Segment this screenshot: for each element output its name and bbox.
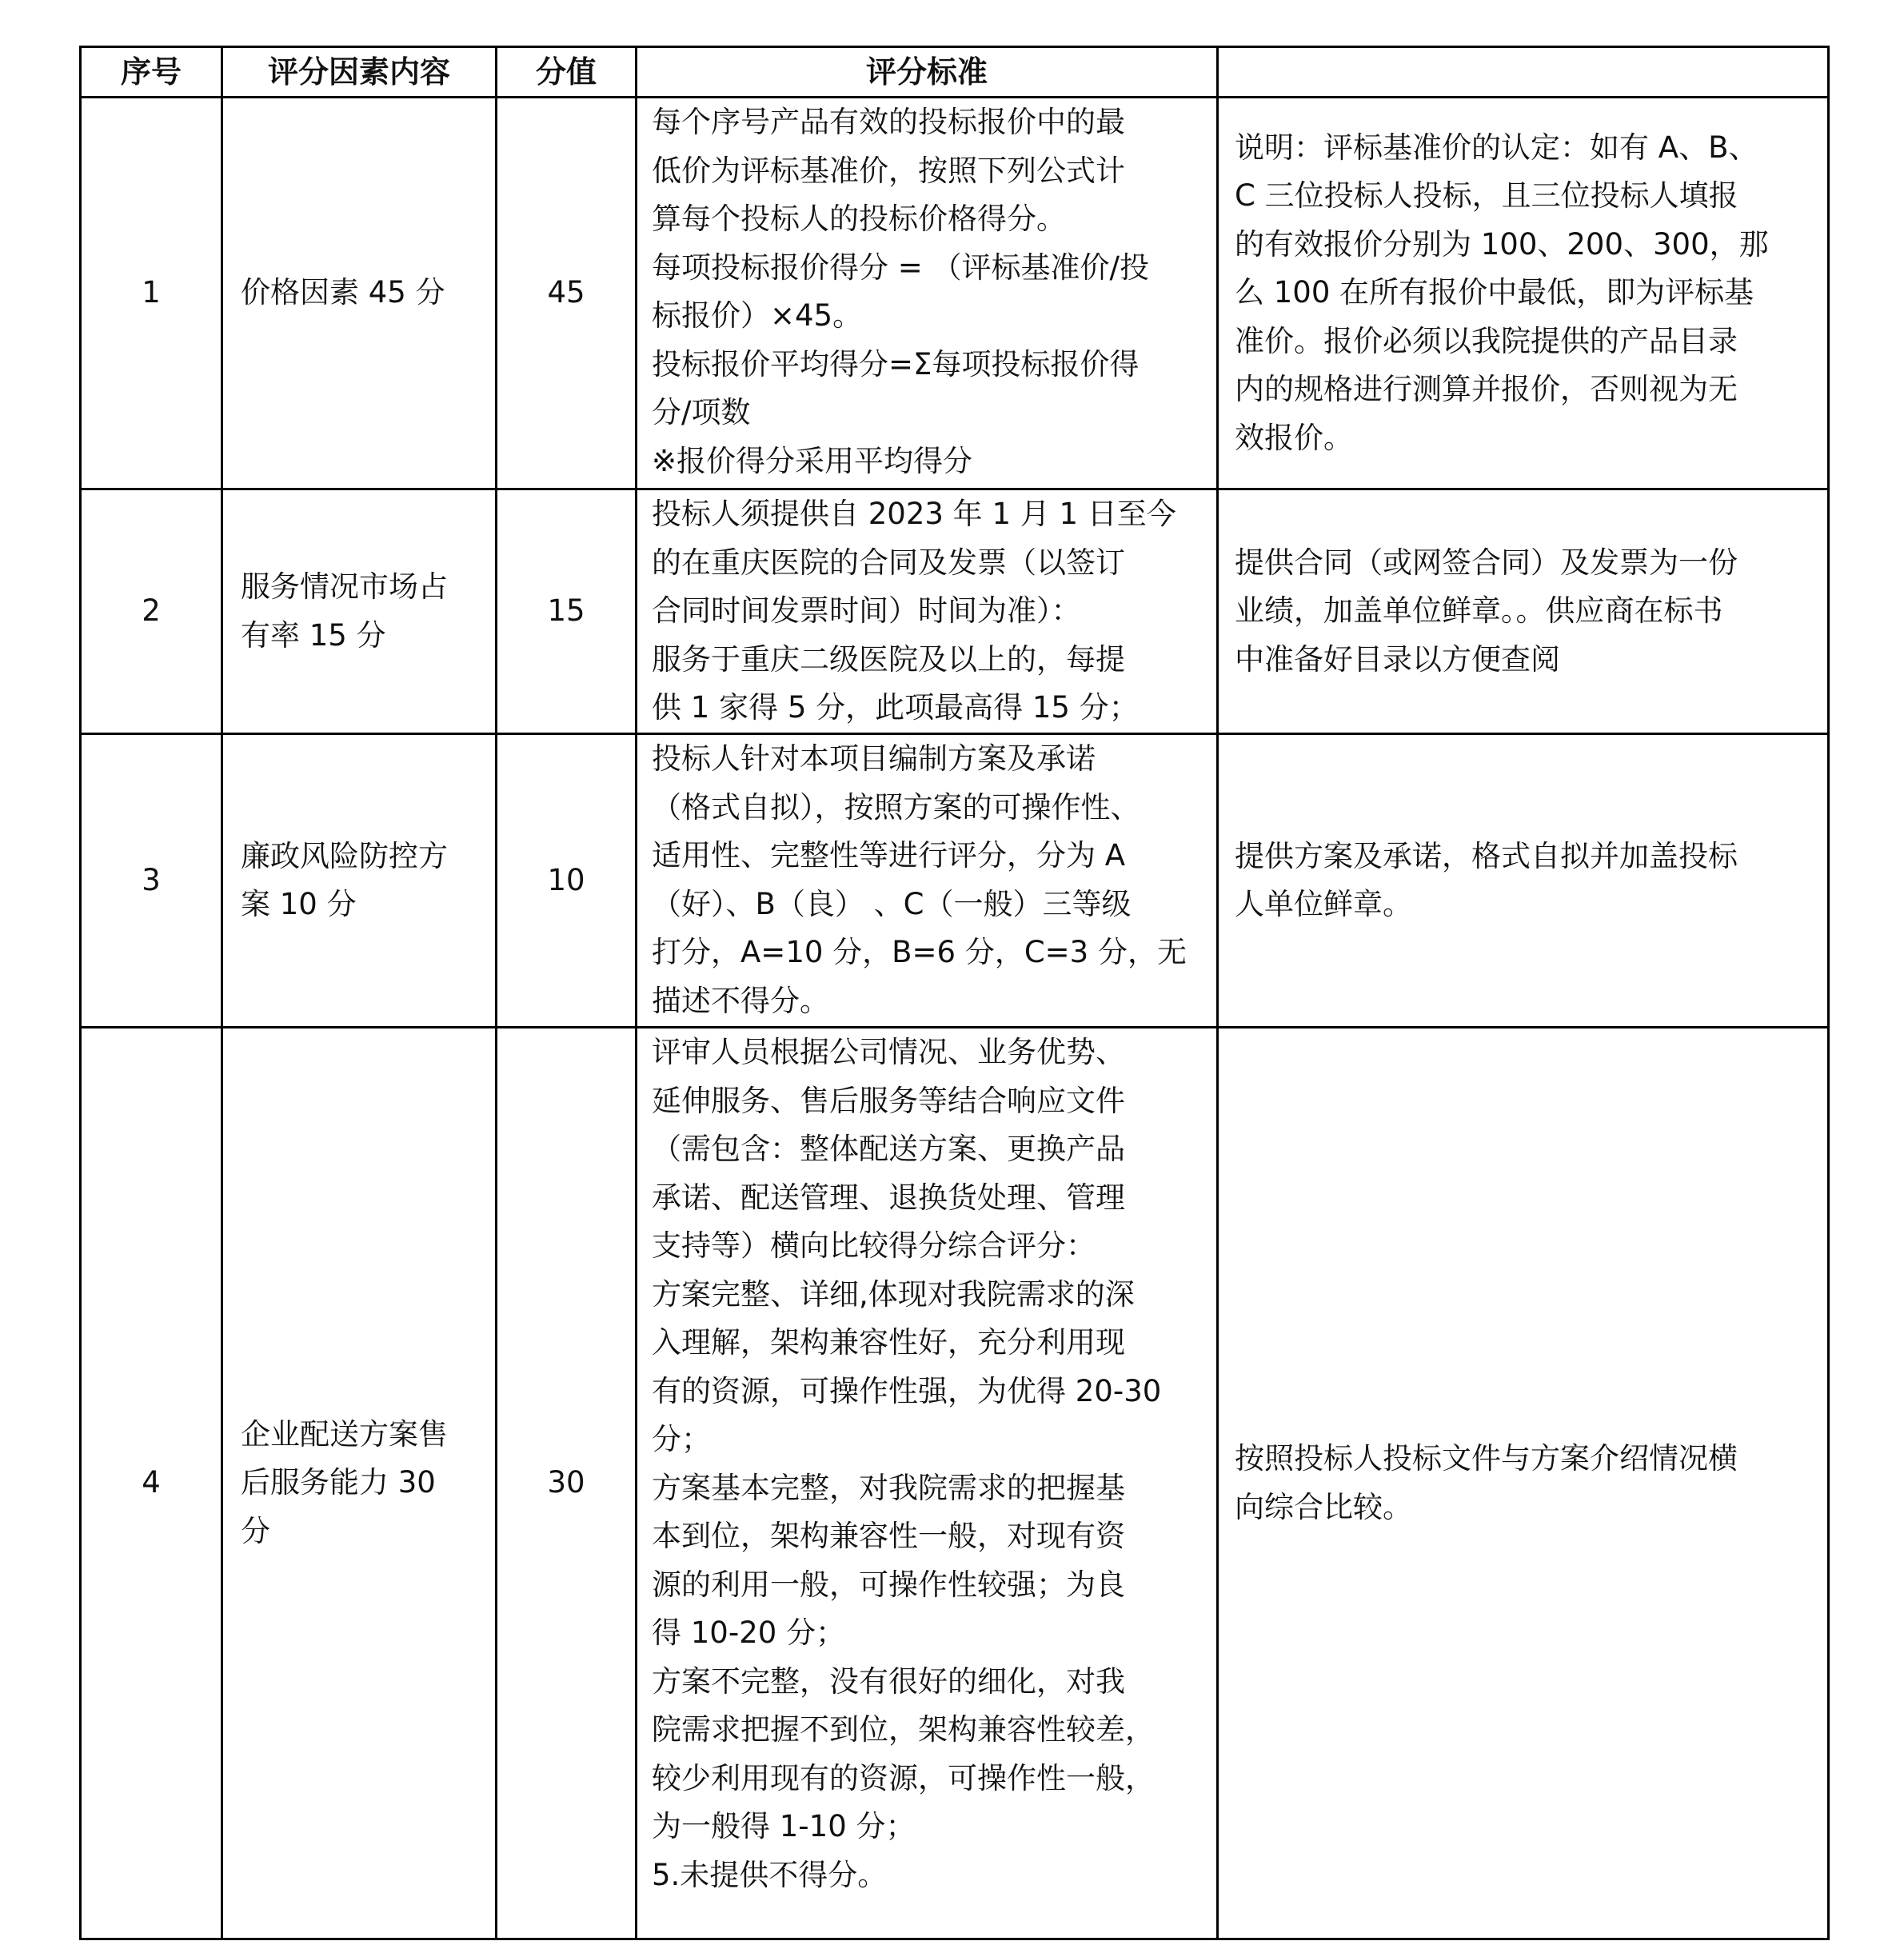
factor-line: 廉政风险防控方	[241, 838, 448, 873]
criteria-line: 算每个投标人的投标价格得分。	[652, 202, 1066, 236]
header-note	[1218, 47, 1829, 98]
note-cell	[1218, 734, 1829, 1028]
score-value: 15	[497, 489, 637, 734]
header-score: 分值	[497, 47, 637, 98]
criteria-line: 分/项数	[652, 395, 751, 429]
factor-line: 企业配送方案售	[241, 1416, 448, 1452]
note-line: 准价。报价必须以我院提供的产品目录	[1235, 323, 1738, 358]
note-line: 人单位鲜章。	[1235, 887, 1412, 921]
note-line: 提供方案及承诺，格式自拟并加盖投标	[1235, 838, 1738, 873]
criteria-line: 的在重庆医院的合同及发票（以签订	[652, 545, 1125, 580]
criteria-line: 本到位，架构兼容性一般，对现有资	[652, 1519, 1125, 1553]
factor-cell	[222, 489, 497, 734]
criteria-line: 承诺、配送管理、退换货处理、管理	[652, 1180, 1125, 1215]
criteria-line: ※报价得分采用平均得分	[652, 443, 973, 478]
factor-cell	[222, 98, 497, 489]
criteria-line: 方案完整、详细,体现对我院需求的深	[652, 1276, 1135, 1312]
criteria-line: 描述不得分。	[652, 983, 829, 1018]
table-row	[81, 489, 1829, 734]
criteria-line: 投标报价平均得分=Σ每项投标报价得	[652, 346, 1140, 381]
header-no: 序号	[81, 47, 222, 98]
note-cell	[1218, 489, 1829, 734]
scoring-table	[79, 46, 1830, 1940]
criteria-line: 服务于重庆二级医院及以上的，每提	[652, 641, 1125, 677]
note-line: 提供合同（或网签合同）及发票为一份	[1235, 545, 1738, 580]
note-line: 向综合比较。	[1235, 1489, 1412, 1524]
factor-line: 分	[241, 1513, 270, 1548]
criteria-line: 较少利用现有的资源，可操作性一般，	[652, 1760, 1155, 1795]
criteria-line: 源的利用一般，可操作性较强；为良	[652, 1567, 1125, 1602]
criteria-line: （需包含：整体配送方案、更换产品	[652, 1132, 1125, 1166]
criteria-line: （好）、B（良） 、C（一般）三等级	[652, 886, 1132, 921]
criteria-line: 延伸服务、售后服务等结合响应文件	[652, 1083, 1125, 1118]
criteria-cell	[637, 1028, 1218, 1939]
criteria-line: （格式自拟），按照方案的可操作性、	[652, 789, 1140, 825]
factor-line: 有率 15 分	[241, 617, 386, 653]
criteria-line: 投标人针对本项目编制方案及承诺	[652, 741, 1096, 776]
criteria-line: 院需求把握不到位，架构兼容性较差，	[652, 1712, 1155, 1747]
criteria-cell	[637, 98, 1218, 489]
note-line: 的有效报价分别为 100、200、300，那	[1235, 226, 1769, 262]
note-line: 效报价。	[1235, 420, 1353, 455]
note-line: 按照投标人投标文件与方案介绍情况横	[1235, 1441, 1738, 1476]
score-value: 45	[497, 98, 637, 489]
score-value: 10	[497, 734, 637, 1028]
note-cell	[1218, 1028, 1829, 1939]
note-line: 说明：评标基准价的认定：如有 A、B、	[1235, 130, 1758, 165]
factor-cell	[222, 734, 497, 1028]
criteria-cell	[637, 489, 1218, 734]
header-criteria: 评分标准	[637, 47, 1218, 98]
table-row	[81, 1028, 1829, 1939]
criteria-line: 每项投标报价得分 = （评标基准价/投	[652, 250, 1149, 285]
table-row	[81, 98, 1829, 489]
header-factor: 评分因素内容	[222, 47, 497, 98]
criteria-line: 方案不完整，没有很好的细化，对我	[652, 1663, 1125, 1699]
criteria-line: 支持等）横向比较得分综合评分：	[652, 1228, 1096, 1263]
header-row	[81, 47, 1829, 98]
criteria-line: 打分，A=10 分，B=6 分，C=3 分，无	[652, 935, 1187, 969]
criteria-line: 投标人须提供自 2023 年 1 月 1 日至今	[652, 497, 1176, 531]
criteria-line: 低价为评标基准价，按照下列公式计	[652, 153, 1125, 188]
score-value: 30	[497, 1028, 637, 1939]
row-number: 2	[81, 489, 222, 734]
table-row	[81, 734, 1829, 1028]
criteria-line: 入理解，架构兼容性好，充分利用现	[652, 1325, 1125, 1360]
note-line: C 三位投标人投标，且三位投标人填报	[1235, 178, 1738, 214]
criteria-line: 评审人员根据公司情况、业务优势、	[652, 1035, 1125, 1069]
criteria-cell	[637, 734, 1218, 1028]
row-number: 3	[81, 734, 222, 1028]
criteria-line: 合同时间发票时间）时间为准）：	[652, 593, 1081, 628]
criteria-line: 为一般得 1-10 分；	[652, 1809, 916, 1843]
criteria-line: 方案基本完整，对我院需求的把握基	[652, 1470, 1125, 1505]
factor-line: 价格因素 45 分	[241, 275, 445, 310]
factor-line: 服务情况市场占	[241, 569, 448, 604]
row-number: 1	[81, 98, 222, 489]
factor-line: 案 10 分	[241, 887, 357, 921]
criteria-line: 适用性、完整性等进行评分，分为 A	[652, 838, 1126, 873]
factor-cell	[222, 1028, 497, 1939]
row-number: 4	[81, 1028, 222, 1939]
criteria-line: 标报价）×45。	[652, 298, 863, 333]
note-line: 中准备好目录以方便查阅	[1235, 641, 1560, 677]
note-line: 么 100 在所有报价中最低，即为评标基	[1235, 275, 1754, 310]
criteria-line: 5.未提供不得分。	[652, 1857, 888, 1892]
note-line: 业绩，加盖单位鲜章。。供应商在标书	[1235, 593, 1723, 629]
criteria-line: 供 1 家得 5 分，此项最高得 15 分；	[652, 690, 1139, 725]
criteria-line: 每个序号产品有效的投标报价中的最	[652, 105, 1125, 139]
factor-line: 后服务能力 30	[241, 1465, 436, 1500]
criteria-line: 有的资源，可操作性强，为优得 20-30	[652, 1373, 1162, 1408]
note-line: 内的规格进行测算并报价，否则视为无	[1235, 372, 1738, 407]
criteria-line: 得 10-20 分；	[652, 1616, 846, 1650]
note-cell	[1218, 98, 1829, 489]
criteria-line: 分；	[652, 1422, 711, 1456]
